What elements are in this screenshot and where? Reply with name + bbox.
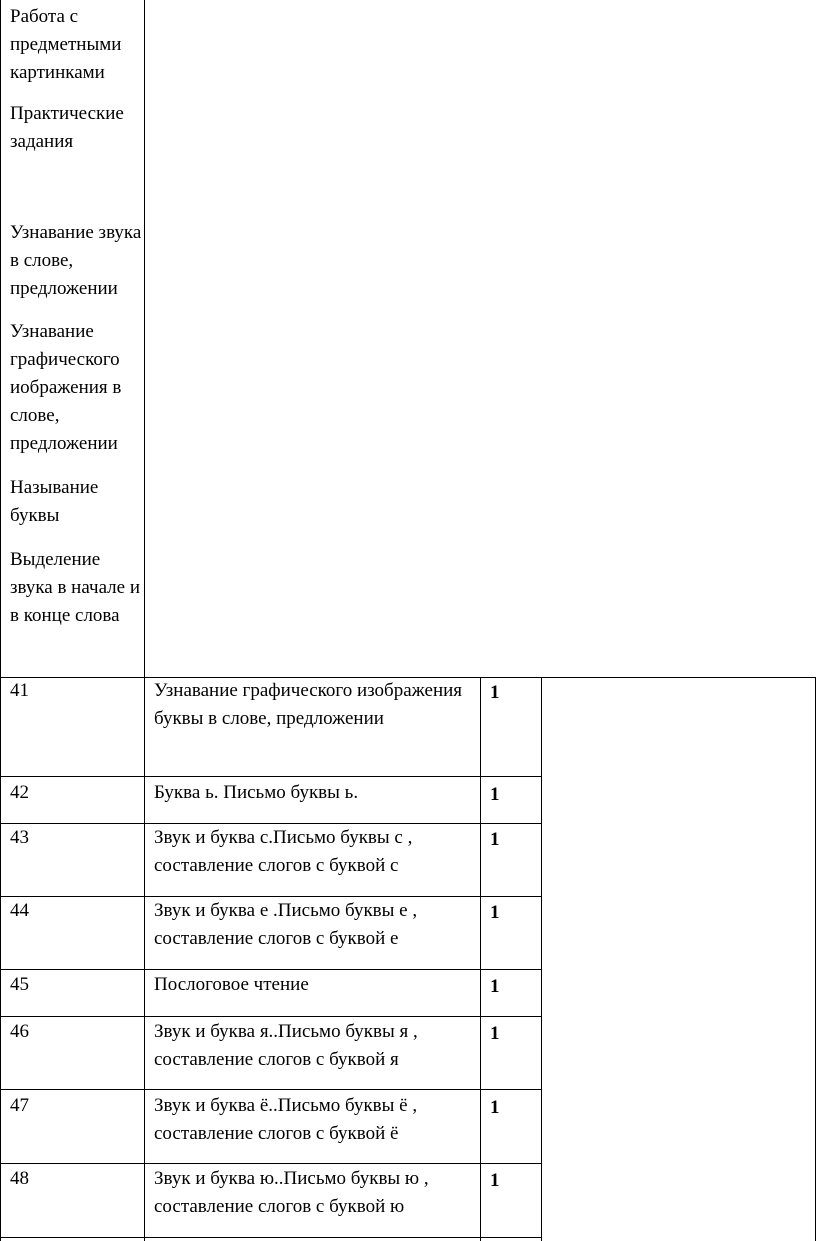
row-text: Звук и буква е .Письмо буквы е , составление слогов с буквой е bbox=[154, 900, 418, 949]
row-hours: 1 bbox=[490, 1170, 500, 1191]
row-number: 44 bbox=[10, 900, 29, 921]
row-hours: 1 bbox=[490, 682, 500, 703]
row-number: 43 bbox=[10, 827, 29, 848]
row-divider bbox=[0, 776, 541, 777]
row-text: Звук и буква ю..Письмо буквы ю , составление слогов с буквой ю bbox=[154, 1168, 429, 1217]
row-text: Звук и буква ё..Письмо буквы ё , составление слогов с буквой ё bbox=[154, 1095, 418, 1144]
border-col2 bbox=[480, 677, 481, 1241]
row-text: Звук и буква я..Письмо буквы я , составление слогов с буквой я bbox=[154, 1021, 418, 1070]
row-number: 42 bbox=[10, 782, 29, 803]
top-item: Узнавание графического иображения в слове, предложении bbox=[10, 321, 122, 454]
row-hours: 1 bbox=[490, 976, 500, 997]
border-col3 bbox=[541, 677, 542, 1241]
row-hours: 1 bbox=[490, 902, 500, 923]
row-divider bbox=[0, 1089, 541, 1090]
row-text: Послоговое чтение bbox=[154, 974, 309, 995]
row-hours: 1 bbox=[490, 1023, 500, 1044]
row-number: 47 bbox=[10, 1095, 29, 1116]
row-number: 46 bbox=[10, 1021, 29, 1042]
top-item: Практические задания bbox=[10, 103, 124, 152]
row-text: Узнавание графического изображения буквы в слове, предложении bbox=[154, 680, 463, 729]
row-hours: 1 bbox=[490, 829, 500, 850]
row-divider bbox=[0, 1163, 541, 1164]
top-item: Выделение звука в начале и в конце слова bbox=[10, 549, 141, 626]
top-item: Узнавание звука в слове, предложении bbox=[10, 222, 142, 299]
border-col1 bbox=[144, 0, 145, 1241]
row-divider bbox=[0, 1016, 541, 1017]
row-divider bbox=[0, 1237, 541, 1238]
row-number: 45 bbox=[10, 974, 29, 995]
top-item: Работа с предметными картинками bbox=[10, 6, 122, 83]
border-left bbox=[0, 0, 1, 1241]
row-divider bbox=[0, 969, 541, 970]
row-number: 41 bbox=[10, 680, 29, 701]
row-hours: 1 bbox=[490, 1097, 500, 1118]
row-text: Звук и буква с.Письмо буквы с , составление слогов с буквой с bbox=[154, 827, 413, 876]
row-number: 48 bbox=[10, 1168, 29, 1189]
top-item: Называние буквы bbox=[10, 477, 99, 526]
row-hours: 1 bbox=[490, 784, 500, 805]
row-text: Буква ь. Письмо буквы ь. bbox=[154, 782, 359, 803]
